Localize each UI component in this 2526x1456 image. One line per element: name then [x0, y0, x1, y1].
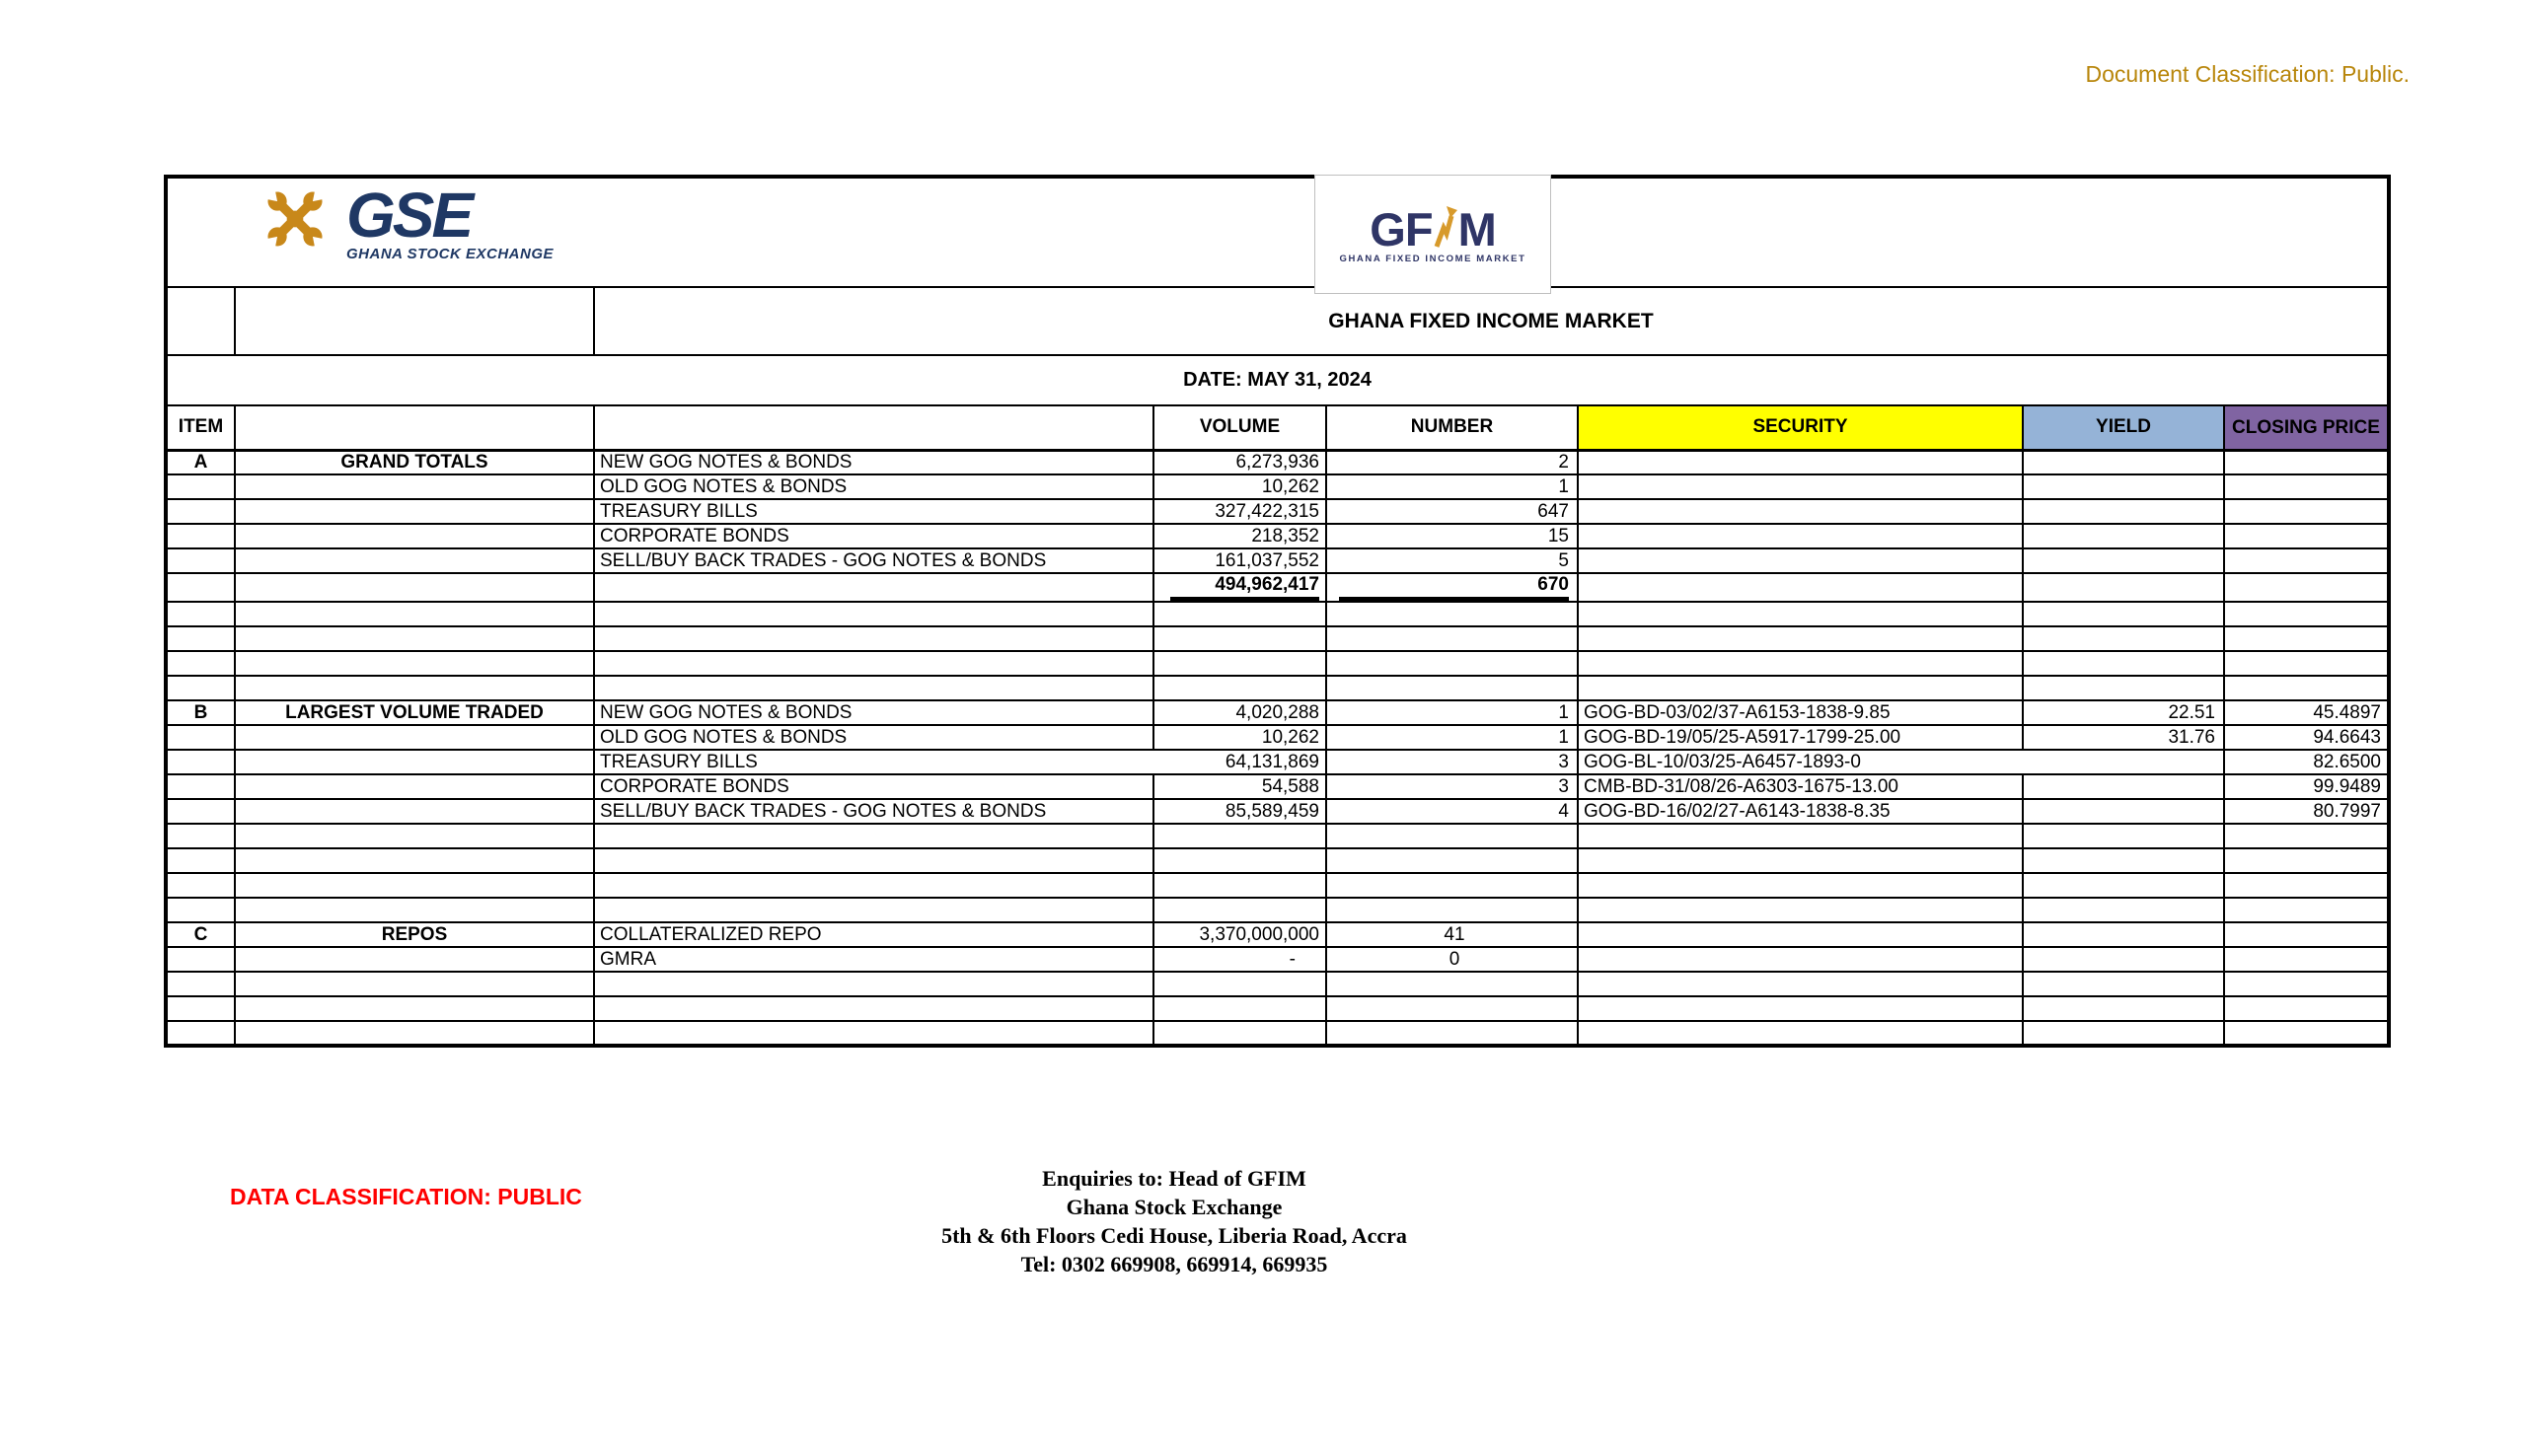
table-row	[166, 626, 2389, 651]
cell-security: GOG-BD-03/02/37-A6153-1838-9.85	[1578, 700, 2023, 725]
cell-group	[235, 1021, 594, 1046]
cell-group	[235, 676, 594, 700]
header-closing-price: CLOSING PRICE	[2224, 405, 2389, 450]
cell-price: 82.6500	[2224, 750, 2389, 774]
cell-group	[235, 848, 594, 873]
cell-number: 1	[1326, 725, 1578, 750]
cell-number	[1326, 573, 1578, 602]
cell-price	[2224, 676, 2389, 700]
cell-yield	[2023, 1021, 2224, 1046]
cell-yield	[2023, 824, 2224, 848]
gse-tagline: GHANA STOCK EXCHANGE	[346, 246, 555, 262]
cell-volume: 85,589,459	[1153, 799, 1326, 824]
cell-item	[166, 750, 235, 774]
cell-yield	[2023, 750, 2224, 774]
cell-number	[1326, 873, 1578, 898]
cell-item	[166, 972, 235, 996]
cell-group	[235, 898, 594, 922]
cell-volume: 54,588	[1153, 774, 1326, 799]
date-row	[166, 355, 2389, 405]
cell-number: 5	[1326, 548, 1578, 573]
cell-item	[166, 799, 235, 824]
cell-group: GRAND TOTALS	[235, 450, 594, 474]
cell-item	[166, 474, 235, 499]
cell-item	[166, 1021, 235, 1046]
cell-number	[1326, 848, 1578, 873]
cell-item	[166, 548, 235, 573]
cell-item	[166, 499, 235, 524]
title-row-spacer-item	[166, 287, 235, 355]
cell-item	[166, 676, 235, 700]
cell-security	[1578, 1021, 2023, 1046]
cell-volume: 4,020,288	[1153, 700, 1326, 725]
cell-item	[166, 602, 235, 626]
cell-desc	[594, 824, 1153, 848]
cell-volume	[1153, 848, 1326, 873]
cell-security: GOG-BL-10/03/25-A6457-1893-0	[1578, 750, 2023, 774]
enquiries-line: 5th & 6th Floors Cedi House, Liberia Road, Accra	[941, 1223, 1407, 1248]
table-row	[166, 499, 2389, 524]
cell-price	[2224, 573, 2389, 602]
cell-volume	[1153, 626, 1326, 651]
document-classification-text: Document Classification: Public.	[2085, 61, 2410, 87]
table-row	[166, 774, 2389, 799]
cell-group	[235, 947, 594, 972]
cell-group	[235, 972, 594, 996]
table-row	[166, 799, 2389, 824]
cell-volume: 10,262	[1153, 474, 1326, 499]
table-row	[166, 873, 2389, 898]
cell-desc: CORPORATE BONDS	[594, 524, 1153, 548]
cell-price	[2224, 474, 2389, 499]
cell-yield	[2023, 848, 2224, 873]
cell-item	[166, 524, 235, 548]
grand-total-value: 670	[1339, 574, 1569, 601]
table-row	[166, 602, 2389, 626]
title-row	[166, 287, 2389, 355]
cell-number	[1326, 972, 1578, 996]
cell-price	[2224, 626, 2389, 651]
cell-desc	[594, 873, 1153, 898]
cell-number: 0	[1326, 947, 1578, 972]
gse-logo-text	[346, 180, 555, 262]
cell-number	[1326, 898, 1578, 922]
cell-price	[2224, 602, 2389, 626]
cell-price: 94.6643	[2224, 725, 2389, 750]
logo-row	[166, 177, 2389, 287]
cell-number	[1326, 996, 1578, 1021]
cell-desc: CORPORATE BONDS	[594, 774, 1153, 799]
cell-volume: 3,370,000,000	[1153, 922, 1326, 947]
cell-volume: 218,352	[1153, 524, 1326, 548]
cell-item	[166, 626, 235, 651]
enquiries-line: Tel: 0302 669908, 669914, 669935	[1020, 1252, 1328, 1276]
table-row	[166, 824, 2389, 848]
cell-desc	[594, 972, 1153, 996]
cell-security	[1578, 947, 2023, 972]
up-arrow-icon	[1434, 204, 1457, 248]
cell-volume: 327,422,315	[1153, 499, 1326, 524]
cell-group	[235, 524, 594, 548]
enquiries-block	[878, 1164, 1470, 1278]
cell-volume	[1153, 602, 1326, 626]
cell-security	[1578, 626, 2023, 651]
cell-security	[1578, 972, 2023, 996]
cell-item	[166, 848, 235, 873]
cell-number: 4	[1326, 799, 1578, 824]
gse-logo	[260, 180, 555, 262]
cell-price	[2224, 1021, 2389, 1046]
header-volume: VOLUME	[1153, 405, 1326, 450]
cell-security	[1578, 824, 2023, 848]
cell-yield	[2023, 676, 2224, 700]
cell-yield	[2023, 573, 2224, 602]
cell-yield	[2023, 972, 2224, 996]
cell-number: 1	[1326, 474, 1578, 499]
grand-total-value: 494,962,417	[1170, 574, 1319, 601]
cell-price	[2224, 947, 2389, 972]
cell-desc	[594, 651, 1153, 676]
cell-desc: SELL/BUY BACK TRADES - GOG NOTES & BONDS	[594, 799, 1153, 824]
cell-group	[235, 651, 594, 676]
cell-yield	[2023, 499, 2224, 524]
report-title: GHANA FIXED INCOME MARKET	[594, 287, 2389, 355]
cell-yield	[2023, 651, 2224, 676]
cell-security	[1578, 996, 2023, 1021]
table-header-row	[166, 405, 2389, 450]
gfim-logo	[1314, 175, 1551, 294]
cell-price	[2224, 524, 2389, 548]
cell-desc	[594, 848, 1153, 873]
table-row	[166, 750, 2389, 774]
cell-number	[1326, 602, 1578, 626]
cell-group	[235, 725, 594, 750]
table-row	[166, 676, 2389, 700]
cell-volume	[1153, 573, 1326, 602]
report-date: DATE: MAY 31, 2024	[166, 355, 2389, 405]
cell-volume	[1153, 898, 1326, 922]
cell-security	[1578, 548, 2023, 573]
table-row	[166, 725, 2389, 750]
cell-desc: OLD GOG NOTES & BONDS	[594, 725, 1153, 750]
cell-desc: NEW GOG NOTES & BONDS	[594, 700, 1153, 725]
cell-yield	[2023, 873, 2224, 898]
cell-security	[1578, 898, 2023, 922]
cell-security	[1578, 651, 2023, 676]
cell-group	[235, 996, 594, 1021]
cell-volume	[1153, 873, 1326, 898]
cell-number: 647	[1326, 499, 1578, 524]
cell-group	[235, 626, 594, 651]
header-blank-desc	[594, 405, 1153, 450]
cell-desc	[594, 626, 1153, 651]
table-row	[166, 573, 2389, 602]
header-yield: YIELD	[2023, 405, 2224, 450]
cell-yield: 22.51	[2023, 700, 2224, 725]
gfim-letters-left: GF	[1370, 203, 1433, 255]
cell-desc: SELL/BUY BACK TRADES - GOG NOTES & BONDS	[594, 548, 1153, 573]
cell-group	[235, 774, 594, 799]
table-row	[166, 1021, 2389, 1046]
cell-volume	[1153, 972, 1326, 996]
table-row	[166, 947, 2389, 972]
cell-item	[166, 725, 235, 750]
cell-price	[2224, 824, 2389, 848]
cell-price: 45.4897	[2224, 700, 2389, 725]
cell-number	[1326, 676, 1578, 700]
cell-security	[1578, 524, 2023, 548]
cell-price	[2224, 450, 2389, 474]
cell-item	[166, 573, 235, 602]
gfim-tagline: GHANA FIXED INCOME MARKET	[1339, 254, 1526, 264]
cell-security	[1578, 602, 2023, 626]
data-classification-text: DATA CLASSIFICATION: PUBLIC	[230, 1184, 582, 1209]
cell-volume	[1153, 1021, 1326, 1046]
cell-yield	[2023, 524, 2224, 548]
title-row-spacer-group	[235, 287, 594, 355]
cell-desc	[594, 898, 1153, 922]
cell-security	[1578, 922, 2023, 947]
header-blank-group	[235, 405, 594, 450]
table-row	[166, 898, 2389, 922]
cell-number: 15	[1326, 524, 1578, 548]
table-row	[166, 972, 2389, 996]
cell-yield	[2023, 996, 2224, 1021]
cell-group	[235, 474, 594, 499]
cell-item	[166, 824, 235, 848]
cell-group: REPOS	[235, 922, 594, 947]
cell-price	[2224, 848, 2389, 873]
logo-row-cell	[166, 177, 2389, 287]
cell-item	[166, 873, 235, 898]
cell-volume: -	[1153, 947, 1326, 972]
cell-price	[2224, 922, 2389, 947]
cell-item	[166, 947, 235, 972]
gse-x-icon	[260, 187, 331, 251]
table-row	[166, 651, 2389, 676]
cell-number	[1326, 1021, 1578, 1046]
cell-price: 99.9489	[2224, 774, 2389, 799]
cell-group: LARGEST VOLUME TRADED	[235, 700, 594, 725]
cell-volume	[1153, 651, 1326, 676]
cell-desc: GMRA	[594, 947, 1153, 972]
cell-number: 1	[1326, 700, 1578, 725]
cell-number: 3	[1326, 750, 1578, 774]
cell-yield	[2023, 602, 2224, 626]
header-security: SECURITY	[1578, 405, 2023, 450]
cell-security: CMB-BD-31/08/26-A6303-1675-13.00	[1578, 774, 2023, 799]
cell-security	[1578, 450, 2023, 474]
cell-item	[166, 996, 235, 1021]
cell-yield: 31.76	[2023, 725, 2224, 750]
cell-volume: 64,131,869	[1153, 750, 1326, 774]
cell-yield	[2023, 774, 2224, 799]
table-row	[166, 848, 2389, 873]
cell-group	[235, 499, 594, 524]
cell-price	[2224, 972, 2389, 996]
cell-item: C	[166, 922, 235, 947]
cell-number: 41	[1326, 922, 1578, 947]
cell-number	[1326, 626, 1578, 651]
cell-security	[1578, 848, 2023, 873]
cell-volume: 10,262	[1153, 725, 1326, 750]
cell-yield	[2023, 548, 2224, 573]
cell-price: 80.7997	[2224, 799, 2389, 824]
cell-desc	[594, 996, 1153, 1021]
cell-volume	[1153, 676, 1326, 700]
cell-item	[166, 774, 235, 799]
enquiries-line: Enquiries to: Head of GFIM	[1042, 1166, 1306, 1191]
cell-volume: 6,273,936	[1153, 450, 1326, 474]
cell-item: A	[166, 450, 235, 474]
cell-security: GOG-BD-16/02/27-A6143-1838-8.35	[1578, 799, 2023, 824]
gfim-wordmark	[1370, 203, 1496, 255]
cell-group	[235, 799, 594, 824]
report-table	[164, 175, 2391, 1048]
cell-desc	[594, 573, 1153, 602]
header-number: NUMBER	[1326, 405, 1578, 450]
table-row	[166, 450, 2389, 474]
cell-security	[1578, 873, 2023, 898]
cell-price	[2224, 898, 2389, 922]
table-row	[166, 700, 2389, 725]
cell-yield	[2023, 947, 2224, 972]
table-row	[166, 474, 2389, 499]
header-item: ITEM	[166, 405, 235, 450]
cell-group	[235, 750, 594, 774]
cell-yield	[2023, 626, 2224, 651]
table-row	[166, 996, 2389, 1021]
cell-group	[235, 873, 594, 898]
cell-price	[2224, 499, 2389, 524]
cell-yield	[2023, 450, 2224, 474]
cell-price	[2224, 548, 2389, 573]
cell-desc	[594, 676, 1153, 700]
cell-security	[1578, 474, 2023, 499]
cell-item	[166, 651, 235, 676]
cell-number: 3	[1326, 774, 1578, 799]
table-row	[166, 548, 2389, 573]
cell-yield	[2023, 922, 2224, 947]
cell-item: B	[166, 700, 235, 725]
cell-volume	[1153, 996, 1326, 1021]
cell-desc: OLD GOG NOTES & BONDS	[594, 474, 1153, 499]
table-row	[166, 524, 2389, 548]
gse-wordmark: GSE	[346, 180, 472, 251]
cell-desc: COLLATERALIZED REPO	[594, 922, 1153, 947]
cell-group	[235, 573, 594, 602]
cell-price	[2224, 651, 2389, 676]
cell-security	[1578, 676, 2023, 700]
cell-group	[235, 602, 594, 626]
cell-desc: TREASURY BILLS	[594, 750, 1153, 774]
table-row	[166, 922, 2389, 947]
cell-item	[166, 898, 235, 922]
cell-security	[1578, 499, 2023, 524]
cell-number: 2	[1326, 450, 1578, 474]
cell-desc: TREASURY BILLS	[594, 499, 1153, 524]
cell-security: GOG-BD-19/05/25-A5917-1799-25.00	[1578, 725, 2023, 750]
cell-security	[1578, 573, 2023, 602]
cell-volume: 161,037,552	[1153, 548, 1326, 573]
cell-price	[2224, 873, 2389, 898]
cell-group	[235, 548, 594, 573]
cell-number	[1326, 651, 1578, 676]
cell-desc	[594, 602, 1153, 626]
report-sheet	[164, 175, 2387, 1048]
cell-number	[1326, 824, 1578, 848]
gfim-letters-right: M	[1457, 203, 1496, 255]
cell-yield	[2023, 799, 2224, 824]
enquiries-line: Ghana Stock Exchange	[1066, 1195, 1283, 1219]
cell-desc	[594, 1021, 1153, 1046]
cell-desc: NEW GOG NOTES & BONDS	[594, 450, 1153, 474]
cell-price	[2224, 996, 2389, 1021]
cell-group	[235, 824, 594, 848]
cell-yield	[2023, 474, 2224, 499]
cell-yield	[2023, 898, 2224, 922]
cell-volume	[1153, 824, 1326, 848]
